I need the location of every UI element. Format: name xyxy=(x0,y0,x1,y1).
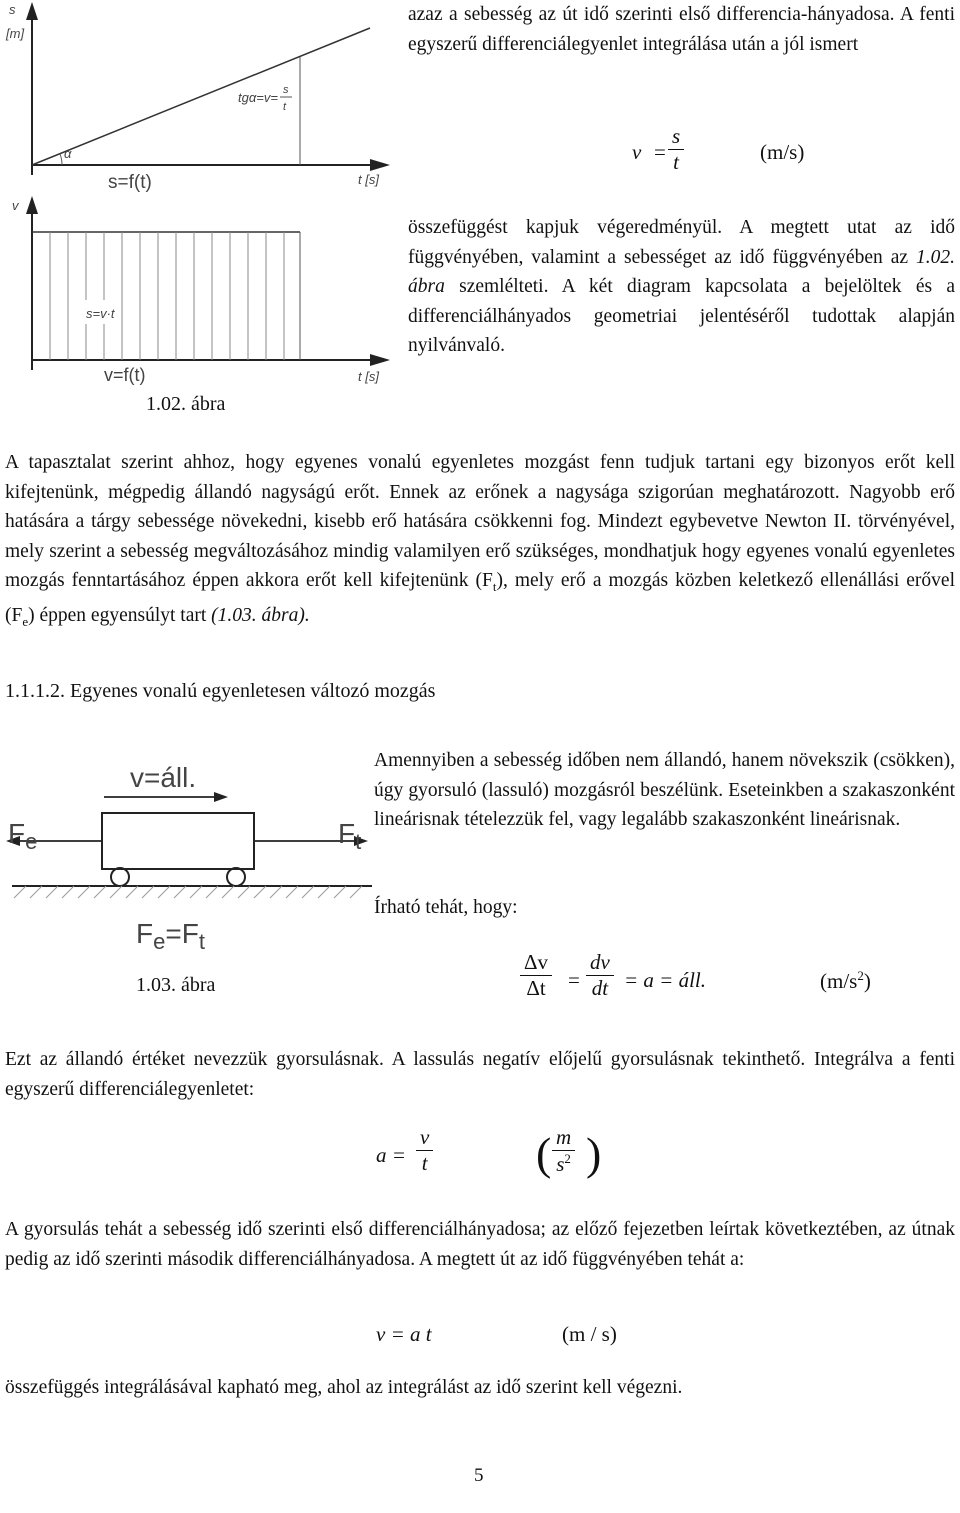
para-after-eq1-b: szemlélteti. A két diagram kapcsolata a bejelöltek és a differenciálhányados geometriai jelentéséről tudottak alapján nyilvánvaló. xyxy=(408,276,955,356)
figure-1-03 xyxy=(0,755,380,965)
cart-wheel-right xyxy=(227,868,245,886)
velocity-label: v=áll. xyxy=(130,762,197,793)
eq2-num2: dv xyxy=(586,950,614,976)
equation-velocity xyxy=(632,124,822,188)
bottom-y-label: v xyxy=(12,198,19,213)
eq3-unit: ( xyxy=(536,1128,552,1179)
eq2-num1: Δv xyxy=(520,950,552,976)
eq3-unit-fraction xyxy=(552,1125,575,1177)
para-const: Ezt az állandó értéket nevezzük gyorsulásnak. A lassulás negatív előjelű gyorsulásnak tekinthető. Integrálva a fenti egyszerű differenciálegyenletet: xyxy=(5,1049,955,1100)
para-newton-c: ) éppen egyensúlyt tart xyxy=(28,605,212,627)
equation-velocity-time xyxy=(376,1322,676,1352)
eq2-eq1: = xyxy=(568,968,580,992)
para-newton-b: ), mely erő a mozgás közben keletkező ellenállási erővel (F xyxy=(5,570,956,627)
figure-1-03-caption: 1.03. ábra xyxy=(136,974,216,996)
top-y-arrow xyxy=(26,2,38,20)
slope-den: t xyxy=(283,101,287,113)
bottom-x-arrow xyxy=(370,354,390,366)
angle-label: α xyxy=(64,146,72,161)
eq1-den: t xyxy=(673,150,680,174)
para-after-eq1-a: összefüggést kapjuk végeredményül. A megtett utat az idő függvényében, valamint a sebességet az idő függvényében az xyxy=(408,217,955,268)
slope-annotation: tgα=v= xyxy=(238,90,278,105)
cart-wheel-left xyxy=(111,868,129,886)
top-x-arrow xyxy=(370,159,390,171)
area-label: s=v·t xyxy=(86,306,115,321)
eq4-unit: (m / s) xyxy=(562,1322,617,1346)
top-y-label: s xyxy=(9,2,16,17)
eq3-lhs: a = xyxy=(376,1143,406,1167)
eq3-den: t xyxy=(421,1151,428,1175)
eq1-fraction xyxy=(668,124,684,175)
bottom-function-label: v=f(t) xyxy=(104,365,146,385)
top-y-unit: [m] xyxy=(6,26,25,41)
eq1-num: s xyxy=(668,124,684,150)
eq2-fraction-delta xyxy=(520,950,552,1001)
eq4-expr: v = a t xyxy=(376,1322,432,1346)
eq1-lhs: v xyxy=(632,140,642,164)
eq2-den1: Δt xyxy=(526,976,546,1000)
eq1-unit: (m/s) xyxy=(760,140,805,164)
equation-acceleration xyxy=(520,950,900,1020)
top-x-label: t [s] xyxy=(358,172,379,187)
figure-ref-1-02: 1.02. ábra xyxy=(408,246,955,297)
slope-num: s xyxy=(283,84,289,96)
eq3-fraction xyxy=(416,1125,433,1176)
para-second: A gyorsulás tehát a sebesség idő szerinti első differenciálhányadosa; az előző fejezetben leírtak következtében, az útnak pedig az idő szerinti második differenciálhányadosa. A megtett út az idő függvényében tehát a: xyxy=(5,1219,955,1270)
top-function-label: s=f(t) xyxy=(108,172,152,193)
eq3-num: v xyxy=(416,1125,433,1151)
cart-body xyxy=(102,813,254,869)
force-balance-label: $F_e=F_t$ xyxy=(136,918,205,954)
para-last: összefüggés integrálásával kapható meg, ahol az integrálást az idő szerint kell végezni. xyxy=(5,1377,683,1398)
para-newton xyxy=(5,448,955,637)
para-newton-a: A tapasztalat szerint ahhoz, hogy egyenes vonalú egyenletes mozgást fenn tudjuk tartani egy bizonyos erőt kell kifejtenünk, mégpedig állandó nagyságú erőt. Ennek az erőnek a nagysága szigorúan meghatározott. Nagyobb erő hatására a tárgy sebessége növekedni, kisebb erő hatására csökkenni fog. Mindezt egybevetve Newton II. törvényével, mely szerint a sebesség megváltozásához mindig valamilyen erő szükséges, mondhatjuk hogy egyenes vonalú egyenletes mozgás fenntartásához éppen akkora erőt kell kifejtenünk (F xyxy=(5,452,955,591)
eq3-unit-den: $s^2$ xyxy=(556,1151,571,1176)
top-function-line xyxy=(32,28,370,165)
section-heading: 1.1.1.2. Egyenes vonalú egyenletesen változó mozgás xyxy=(5,680,436,702)
para-newton-sub-t: t xyxy=(492,578,497,594)
ground-hatching xyxy=(14,886,362,898)
area-hatching xyxy=(50,232,284,360)
para-newton-sub-e: e xyxy=(22,614,29,630)
page-number: 5 xyxy=(474,1465,484,1486)
eq3-unit-num: m xyxy=(552,1125,575,1151)
figure-ref-1-03: (1.03. ábra). xyxy=(211,605,310,627)
para-after-eq1 xyxy=(408,213,955,361)
figure-1-02-caption: 1.02. ábra xyxy=(146,393,226,415)
eq1-op: = xyxy=(654,140,666,164)
resistance-force-label: $F_e$ xyxy=(8,818,38,854)
para-accel: Amennyiben a sebesség időben nem állandó, hanem növekszik (csökken), úgy gyorsuló (lassuló) mozgásról beszélünk. Eseteinkben a szakaszonként lineárisnak tételezzük fel, vagy legalább szakaszonként lineárisnak. xyxy=(374,750,955,830)
bottom-y-arrow xyxy=(26,196,38,214)
eq2-rest: = a = áll. xyxy=(624,968,707,992)
eq2-den2: dt xyxy=(591,976,609,1000)
traction-force-label: $F_t$ xyxy=(338,818,362,854)
eq2-unit: $(m/s^2)$ xyxy=(820,968,871,993)
eq2-fraction-diff xyxy=(586,950,614,1001)
figure-1-02 xyxy=(0,0,400,430)
bottom-x-label: t [s] xyxy=(358,369,379,384)
equation-integrated: a = $\frac{v}{t}$ ( $\frac{m}{s^2}$ ) xyxy=(376,1125,616,1195)
para-top: azaz a sebesség az út idő szerinti első differencia-hányadosa. A fenti egyszerű differenciálegyenlet integrálása után a jól ismert xyxy=(408,4,955,55)
angle-arc xyxy=(60,154,62,165)
para-write: Írható tehát, hogy: xyxy=(374,897,518,918)
